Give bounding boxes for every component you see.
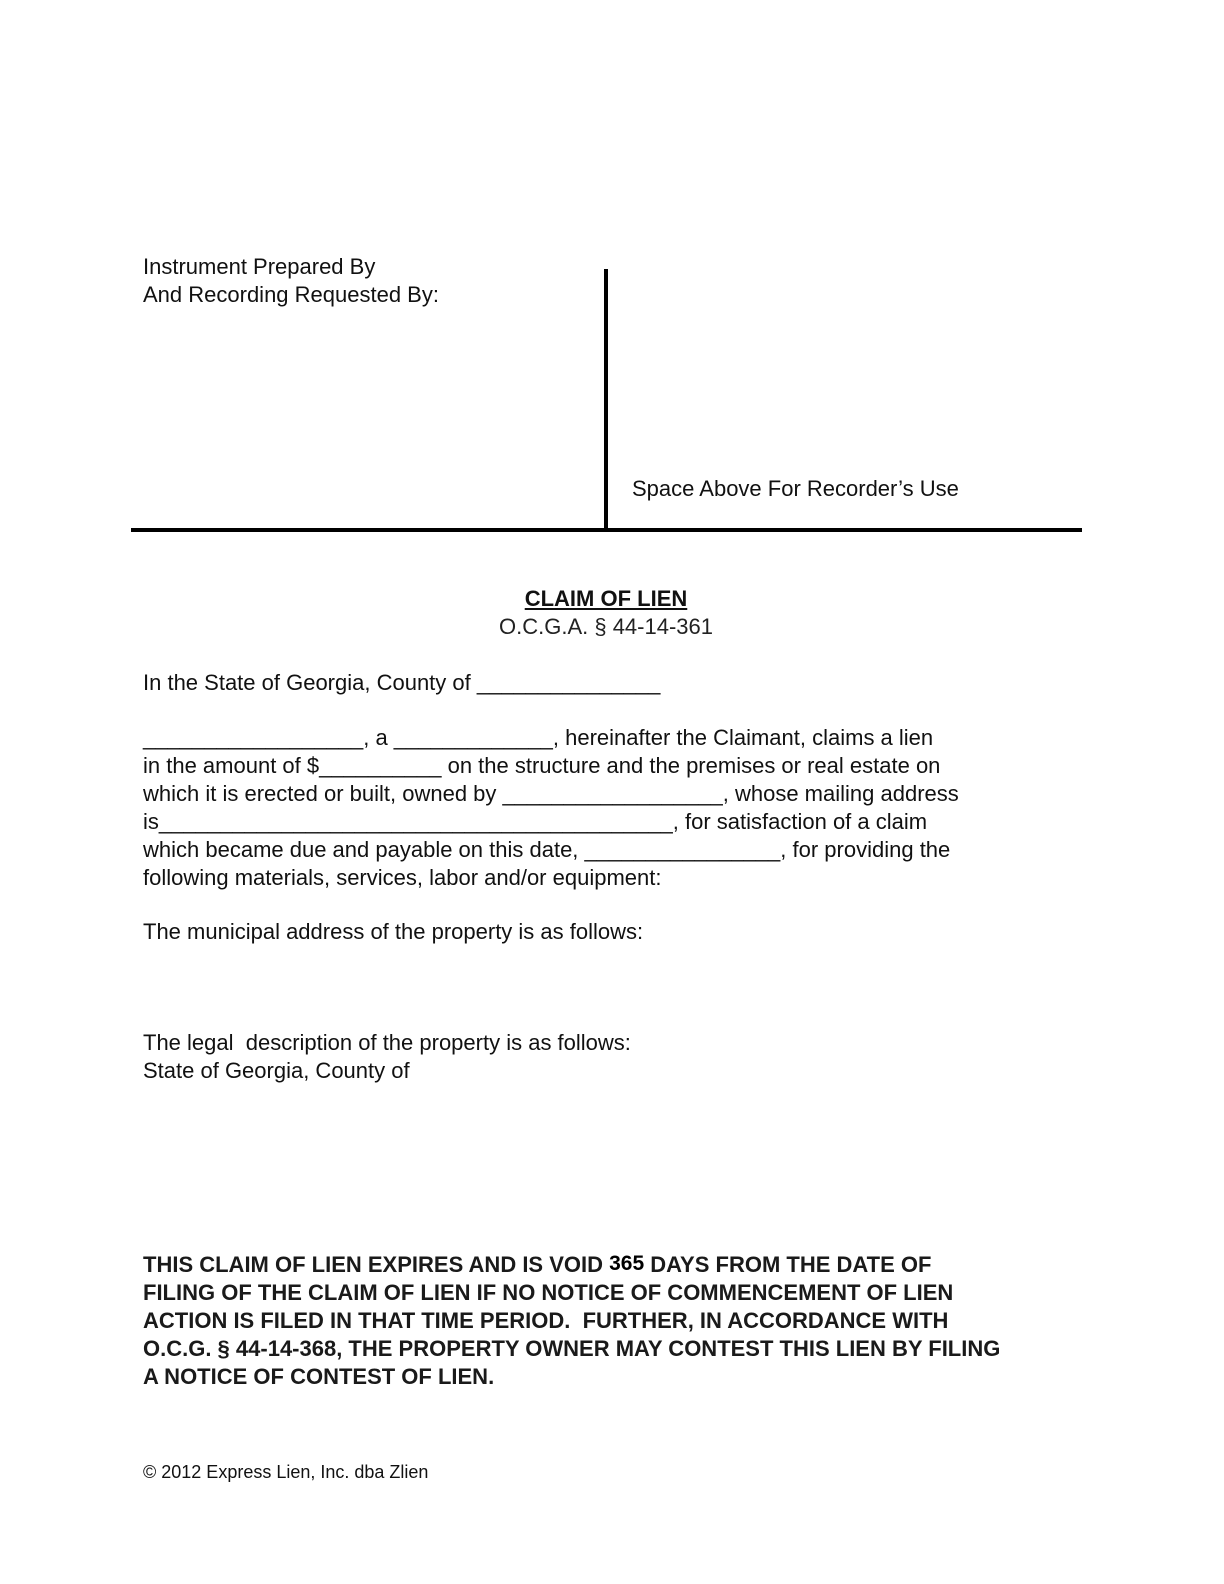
recorder-box-vertical-divider bbox=[604, 269, 608, 531]
prepared-by-line-2: And Recording Requested By: bbox=[143, 282, 439, 307]
legal-description-label: The legal description of the property is as follows: bbox=[143, 1030, 631, 1055]
prepared-by-block bbox=[143, 253, 439, 309]
claim-paragraph-line: __________________, a _____________, hereinafter the Claimant, claims a lien bbox=[143, 725, 934, 750]
warning-text: DAYS FROM THE DATE OF bbox=[644, 1252, 932, 1277]
claim-paragraph-line: is__________________________________________, for satisfaction of a claim bbox=[143, 809, 928, 834]
expiration-days: 365 bbox=[609, 1252, 645, 1275]
claim-paragraph-line: which it is erected or built, owned by __________________, whose mailing address bbox=[143, 781, 959, 806]
warning-line: ACTION IS FILED IN THAT TIME PERIOD. FURTHER, IN ACCORDANCE WITH bbox=[143, 1308, 949, 1333]
warning-line: O.C.G. § 44-14-368, THE PROPERTY OWNER MAY CONTEST THIS LIEN BY FILING bbox=[143, 1336, 1001, 1361]
document-title-block bbox=[0, 585, 1212, 641]
document-title: CLAIM OF LIEN bbox=[524, 586, 688, 611]
claim-paragraph bbox=[143, 724, 959, 892]
prepared-by-line-1: Instrument Prepared By bbox=[143, 254, 376, 279]
legal-county-label: State of Georgia, County of bbox=[143, 1058, 410, 1083]
expiration-warning bbox=[143, 1250, 1000, 1391]
legal-description-block bbox=[143, 1029, 631, 1085]
claim-paragraph-line: following materials, services, labor and/or equipment: bbox=[143, 865, 662, 890]
claim-paragraph-line: which became due and payable on this date, ________________, for providing the bbox=[143, 837, 951, 862]
warning-line: A NOTICE OF CONTEST OF LIEN. bbox=[143, 1364, 495, 1389]
copyright-footer: © 2012 Express Lien, Inc. dba Zlien bbox=[143, 1462, 429, 1482]
claim-paragraph-line: in the amount of $__________ on the structure and the premises or real estate on bbox=[143, 753, 941, 778]
recorder-space-label: Space Above For Recorder’s Use bbox=[632, 476, 959, 501]
warning-text: THIS CLAIM OF LIEN EXPIRES AND IS VOID bbox=[143, 1252, 610, 1277]
municipal-address-label: The municipal address of the property is as follows: bbox=[143, 919, 644, 944]
recorder-box-horizontal-divider bbox=[131, 528, 1082, 532]
county-line: In the State of Georgia, County of _______________ bbox=[143, 670, 661, 695]
warning-line: FILING OF THE CLAIM OF LIEN IF NO NOTICE OF COMMENCEMENT OF LIEN bbox=[143, 1280, 954, 1305]
statute-reference: O.C.G.A. § 44-14-361 bbox=[499, 614, 713, 639]
warning-line bbox=[143, 1250, 1000, 1279]
